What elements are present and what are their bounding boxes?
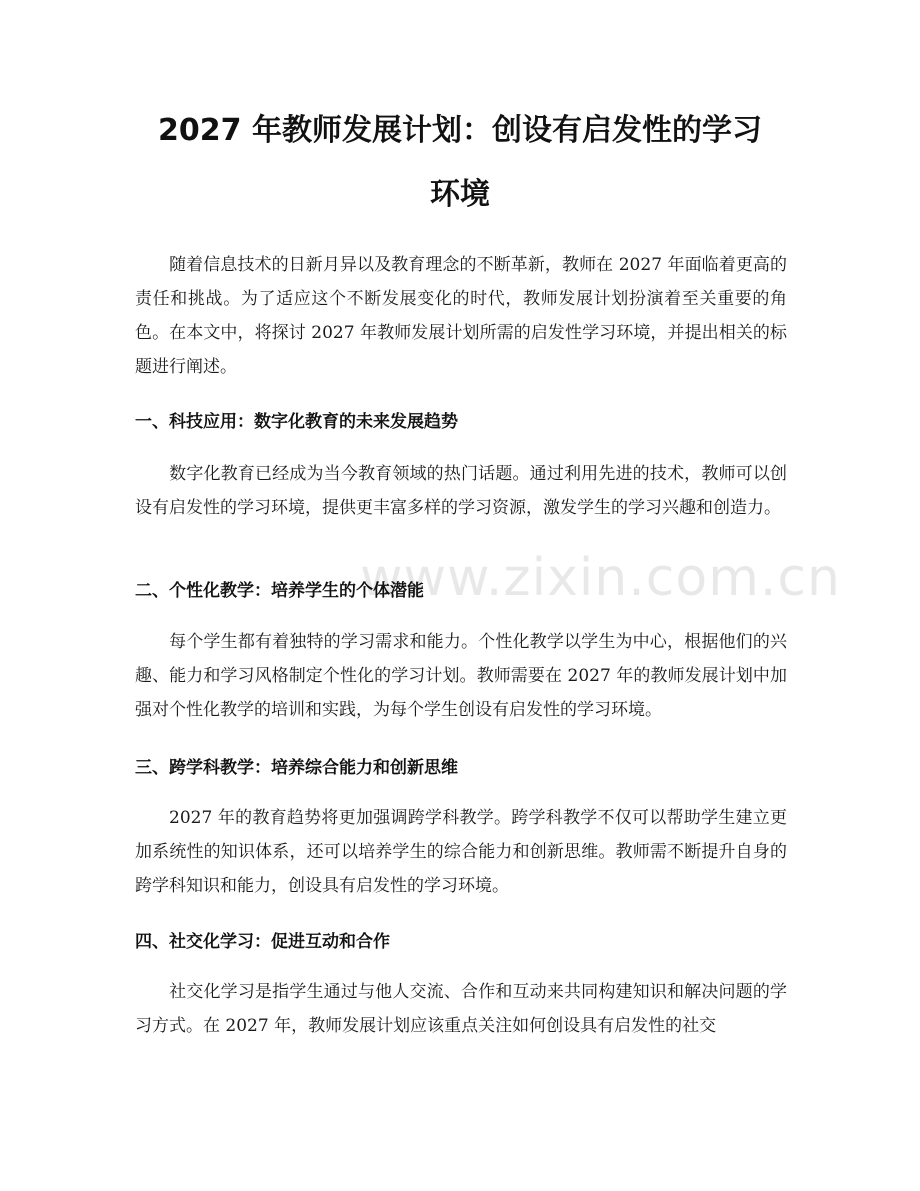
section-4-heading: 四、社交化学习：促进互动和合作 — [135, 932, 390, 952]
section-4-paragraph — [135, 975, 787, 1043]
section-2-heading: 二、个性化教学：培养学生的个体潜能 — [135, 581, 424, 601]
document-title-line-2: 环境 — [430, 177, 490, 212]
section-3-text: 2027 年的教育趋势将更加强调跨学科教学。跨学科教学不仅可以帮助学生建立更加系统性的知识体系，还可以培养学生的综合能力和创新思维。教师需不断提升自身的跨学科知识和能力，创设具有启发性的学习环境。 — [135, 808, 787, 896]
watermark: www.zixin.com.cn — [360, 548, 841, 608]
section-3-paragraph — [135, 801, 787, 903]
section-2-paragraph — [135, 625, 787, 727]
section-2-text: 每个学生都有着独特的学习需求和能力。个性化教学以学生为中心，根据他们的兴趣、能力和学习风格制定个性化的学习计划。教师需要在 2027 年的教师发展计划中加强对个性化教学的培训和实践，为每个学生创设有启发性的学习环境。 — [135, 632, 787, 720]
intro-paragraph — [135, 248, 787, 384]
section-4-text: 社交化学习是指学生通过与他人交流、合作和互动来共同构建知识和解决问题的学习方式。在 2027 年，教师发展计划应该重点关注如何创设具有启发性的社交 — [135, 982, 787, 1036]
section-1-paragraph — [135, 457, 787, 525]
section-1-text: 数字化教育已经成为当今教育领域的热门话题。通过利用先进的技术，教师可以创设有启发性的学习环境，提供更丰富多样的学习资源，激发学生的学习兴趣和创造力。 — [135, 464, 787, 518]
section-3-heading: 三、跨学科教学：培养综合能力和创新思维 — [135, 758, 458, 778]
document-title-line-1: 2027 年教师发展计划：创设有启发性的学习 — [158, 113, 762, 148]
intro-text: 随着信息技术的日新月异以及教育理念的不断革新，教师在 2027 年面临着更高的责任和挑战。为了适应这个不断发展变化的时代，教师发展计划扮演着至关重要的角色。在本文中，将探讨 2027 年教师发展计划所需的启发性学习环境，并提出相关的标题进行阐述。 — [135, 255, 787, 377]
section-1-heading: 一、科技应用：数字化教育的未来发展趋势 — [135, 412, 458, 432]
